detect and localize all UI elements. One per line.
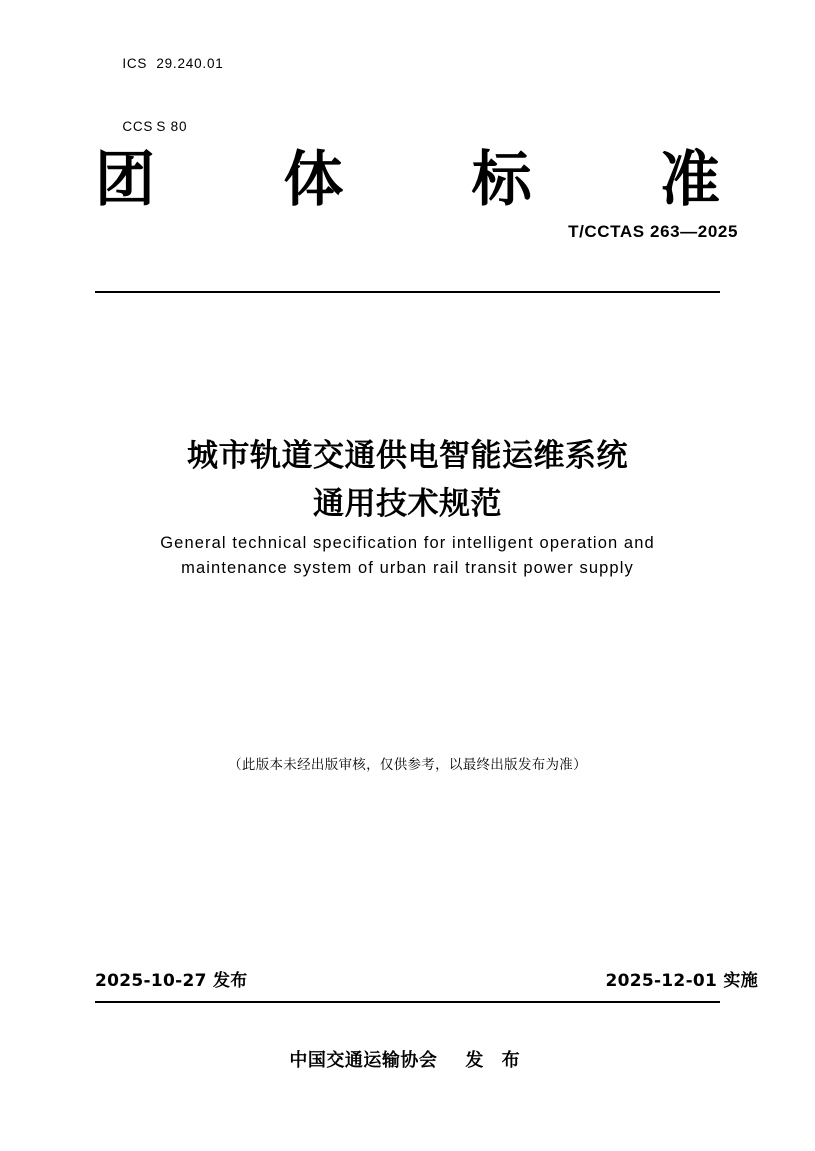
ccs-value: S 80 xyxy=(156,119,188,134)
standard-type-char-1: 团 xyxy=(95,145,155,215)
title-cn-line-1: 城市轨道交通供电智能运维系统 xyxy=(187,438,628,474)
publisher-verb: 发 布 xyxy=(465,1050,526,1071)
ics-label: ICS xyxy=(122,56,148,71)
document-title-english xyxy=(0,531,815,581)
draft-disclaimer-note: （此版本未经出版审核，仅供参考，以最终出版发布为准） xyxy=(228,757,587,773)
title-en-line-2: maintenance system of urban rail transit power supply xyxy=(181,559,634,577)
standard-type-char-3: 标 xyxy=(471,145,532,215)
standard-type-char-2: 体 xyxy=(283,145,344,215)
standard-type-heading xyxy=(95,140,720,220)
standard-type-char-4: 准 xyxy=(659,145,720,215)
ics-code-row xyxy=(95,32,224,95)
header-divider xyxy=(95,291,720,293)
implementation-date: 2025-12-01 实施 xyxy=(605,971,758,991)
title-en-line-1: General technical specification for intelligent operation and xyxy=(160,534,655,552)
publisher-name: 中国交通运输协会 xyxy=(289,1050,438,1071)
issue-date: 2025-10-27 发布 xyxy=(95,971,248,991)
publisher-line xyxy=(0,1046,815,1072)
footer-divider xyxy=(95,1001,720,1003)
title-cn-line-2: 通用技术规范 xyxy=(313,486,502,522)
standard-number: T/CCTAS 263—2025 xyxy=(568,222,738,241)
ccs-label: CCS xyxy=(122,119,154,134)
ics-value: 29.240.01 xyxy=(156,56,224,71)
document-title-chinese xyxy=(0,432,815,528)
